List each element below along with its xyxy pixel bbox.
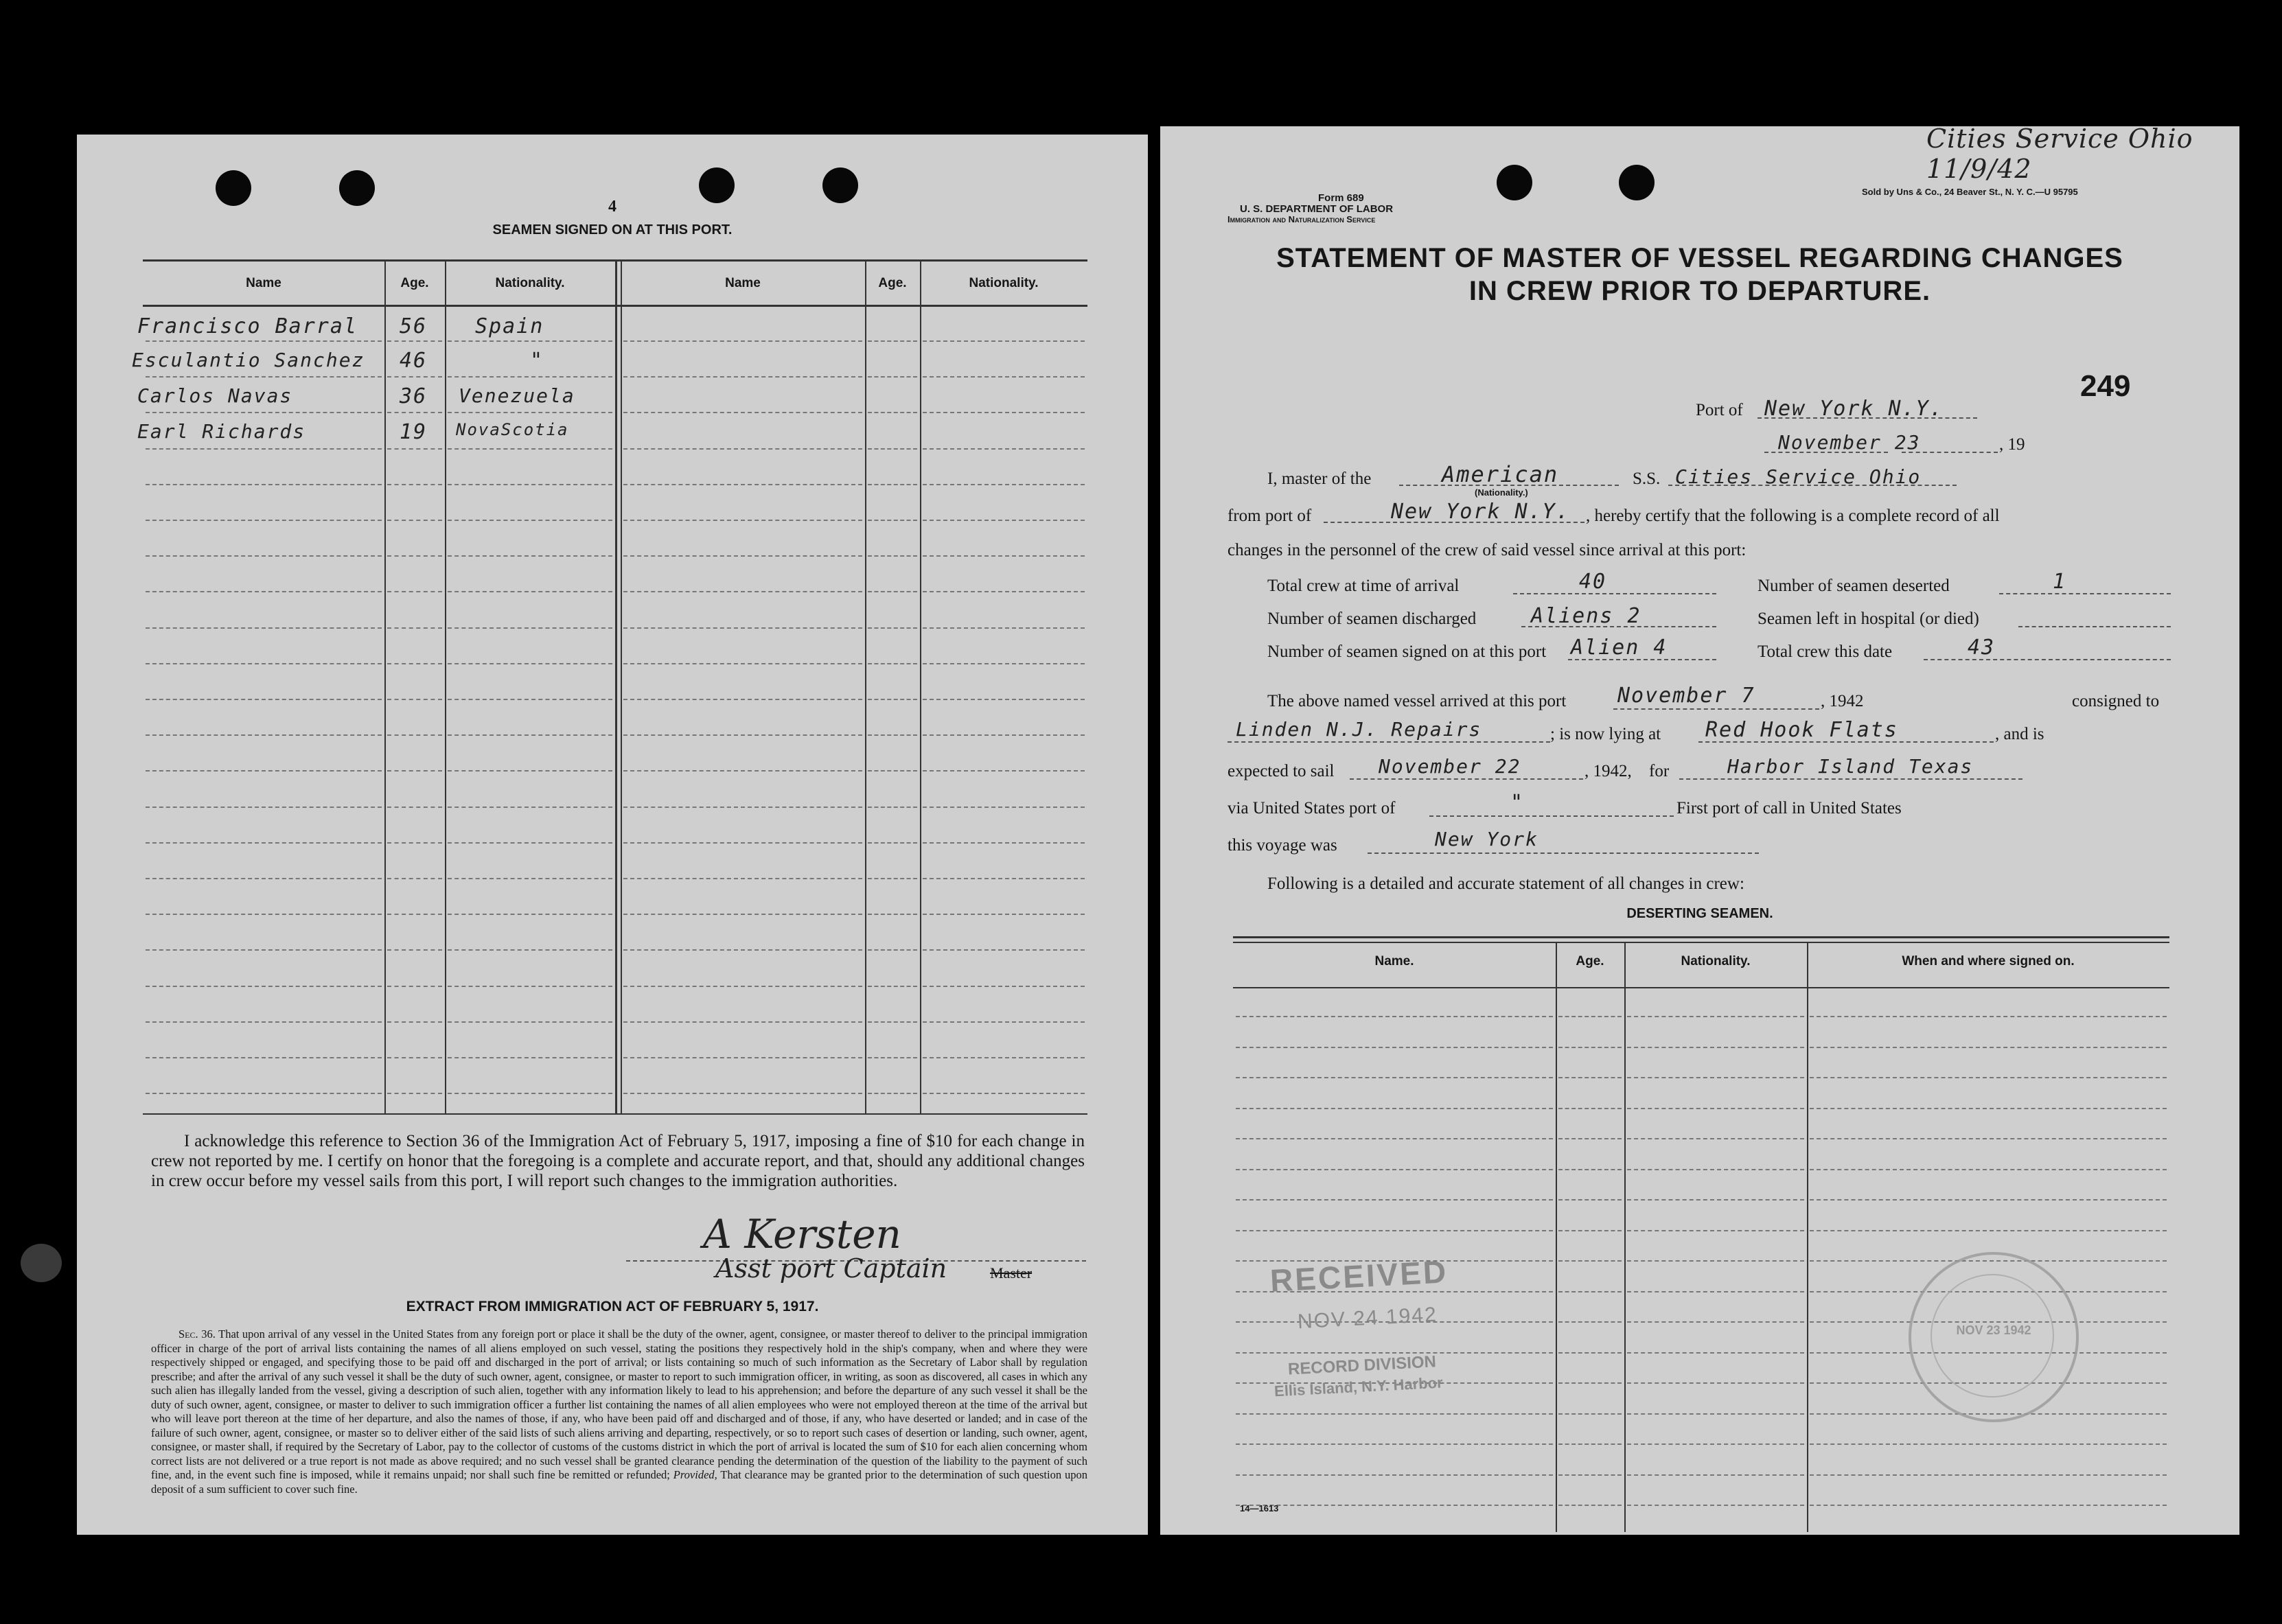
ruled-line (387, 555, 442, 557)
from-port-value: New York N.Y. (1391, 500, 1570, 524)
ruled-line (448, 412, 612, 413)
ruled-line (868, 914, 917, 915)
following-text: Following is a detailed and accurate statement of all changes in crew: (1267, 874, 1744, 893)
document-number: 249 (2080, 369, 2131, 403)
ruled-line (868, 484, 917, 485)
ruled-line (923, 986, 1085, 987)
seaman-name: Francisco Barral (137, 314, 358, 338)
ruled-line (923, 1057, 1085, 1058)
ruled-line (1627, 1505, 1804, 1506)
seamen-signed-on-title: SEAMEN SIGNED ON AT THIS PORT. (492, 222, 733, 237)
ruled-line (868, 555, 917, 557)
ruled-line (868, 412, 917, 413)
ruled-line (146, 734, 382, 736)
ruled-line (923, 1021, 1085, 1023)
ruled-line (387, 340, 442, 342)
voyage-value: New York (1435, 828, 1538, 850)
ruled-line (623, 555, 862, 557)
master-of-label: I, master of the (1267, 469, 1372, 488)
struck-master-label: Master (990, 1264, 1033, 1281)
ruled-line (387, 520, 442, 521)
port-value: New York N.Y. (1764, 397, 1944, 421)
ruled-line (448, 842, 612, 844)
ruled-line (448, 949, 612, 951)
for-label: for (1649, 762, 1670, 780)
ruled-line (923, 807, 1085, 808)
arrived-value: November 7 (1617, 684, 1755, 708)
destination-value: Harbor Island Texas (1727, 755, 1974, 778)
ruled-line (623, 484, 862, 485)
ruled-line (868, 376, 917, 378)
ruled-line (387, 1057, 442, 1058)
ruled-line (448, 520, 612, 521)
ruled-line (923, 949, 1085, 951)
printer-note: Sold by Uns & Co., 24 Beaver St., N. Y. C.—U 95795 (1862, 187, 2078, 197)
ruled-line (923, 520, 1085, 521)
col-header-age-2: Age. (878, 276, 907, 290)
ruled-line (923, 627, 1085, 629)
ruled-line (1810, 1016, 2167, 1017)
ruled-line (146, 878, 382, 879)
ruled-line (623, 1057, 862, 1058)
ruled-line (868, 340, 917, 342)
ruled-line (387, 484, 442, 485)
ruled-line (448, 376, 612, 378)
ruled-line (623, 699, 862, 700)
ruled-line (1810, 1169, 2167, 1170)
ruled-line (868, 949, 917, 951)
ruled-line (1558, 1169, 1622, 1170)
ruled-line (387, 663, 442, 664)
voyage-label: this voyage was (1228, 836, 1337, 855)
ruled-line (1810, 1505, 2167, 1506)
extract-title: EXTRACT FROM IMMIGRATION ACT OF FEBRUARY 5, 1917. (406, 1299, 819, 1314)
ruled-line (623, 770, 862, 772)
ruled-line (868, 591, 917, 592)
ruled-line (623, 520, 862, 521)
consigned-value: Linden N.J. Repairs (1236, 718, 1482, 741)
ruled-line (1236, 1169, 1553, 1170)
ruled-line (923, 878, 1085, 879)
background-mark (21, 1244, 62, 1282)
handwritten-top-note: Cities Service Ohio 11/9/42 (1926, 126, 2193, 184)
ruled-line (146, 986, 382, 987)
ruled-line (146, 376, 382, 378)
ruled-line (1627, 1108, 1804, 1109)
ruled-line (1236, 1413, 1553, 1415)
col-header-nationality: Nationality. (495, 276, 565, 290)
ruled-line (448, 484, 612, 485)
ruled-line (146, 448, 382, 450)
ruled-line (923, 555, 1085, 557)
ruled-line (1810, 1443, 2167, 1445)
total-crew-date-label: Total crew this date (1757, 642, 1893, 661)
ruled-line (1627, 1077, 1804, 1078)
extract-body: That upon arrival of any vessel in the United States from any foreign port or place it shall be the duty of the owner, agent, consignee, or master thereof to deliver to the principal immigration officer in charge of the port of arrival lists containing the names of all aliens employed on such vessel, stating the positions they respectively hold in the ship's company, when and where they were respectively shipped or engaged, and specifying those to be paid off and discharged in the port of arrival; or lists containing so much of such information as the Secretary of Labor shall by regulation prescribe; and after the arrival of any such vessel it shall be the duty of such owner, agent, consignee, or master to report to such immigration officer, in writing, as soon as discovered, all cases in which any such alien has illegally landed from the vessel, giving a description of such alien, together with any information likely to lead to his apprehension; and before the departure of any such vessel it shall be the duty of such owner, agent, consignee, or master to deliver to such immigration officer a further list containing the names of all alien employees who were not employed thereon at the time of the arrival but who will leave port thereon at the time of her departure, and also the names of those, if any, who have been paid off and discharged and of those, if any, who have deserted or landed; and in case of the failure of such owner, agent, consignee, or master so to deliver either of the said lists of such aliens arriving and departing, respectively, or so to report such cases of desertion or landing, such owner, agent, consignee, or master shall, if required by the Secretary of Labor, pay to the collector of customs of the customs district in which the port of arrival is located the sum of $10 for each alien concerning whom correct lists are not delivered or a true report is not made as above required; and no such vessel shall be granted clearance pending the determination of the question of the liability to the payment of such fine, and, in the event such fine is imposed, while it remains unpaid; nor shall such fine be remitted or refunded; (151, 1327, 1087, 1481)
ruled-line (146, 340, 382, 342)
master-signature: A Kersten (703, 1211, 901, 1257)
ruled-line (623, 591, 862, 592)
ruled-line (1627, 1474, 1804, 1476)
deserting-col-age: Age. (1576, 954, 1604, 968)
ruled-line (623, 949, 862, 951)
ruled-line (1236, 1138, 1553, 1139)
ruled-line (1558, 1352, 1622, 1354)
ruled-line (1558, 1108, 1622, 1109)
discharged-label: Number of seamen discharged (1267, 610, 1477, 628)
ruled-line (868, 770, 917, 772)
first-port-label: First port of call in United States (1676, 799, 1902, 817)
ruled-line (146, 520, 382, 521)
vessel-name: Cities Service Ohio (1675, 465, 1922, 488)
ruled-line (1558, 1321, 1622, 1323)
ruled-line (387, 807, 442, 808)
ruled-line (1236, 1108, 1553, 1109)
ruled-line (1236, 1016, 1553, 1017)
ellis-island-stamp: Ellis Island, N.Y. Harbor (1273, 1373, 1444, 1400)
signed-on-label: Number of seamen signed on at this port (1267, 642, 1547, 661)
ruled-line (448, 1057, 612, 1058)
ruled-line (448, 1021, 612, 1023)
hospital-label: Seamen left in hospital (or died) (1757, 610, 1979, 628)
ruled-line (1627, 1260, 1804, 1262)
page-number: 4 (608, 198, 616, 216)
ruled-line (448, 878, 612, 879)
date-value: November 23 (1778, 431, 1921, 454)
signature-title: Asst port Captain (715, 1253, 947, 1284)
year-suffix: , 19 (1999, 435, 2025, 454)
ruled-line (923, 376, 1085, 378)
sail-year: , 1942, (1584, 762, 1632, 780)
ruled-line (1236, 1474, 1553, 1476)
ruled-line (146, 591, 382, 592)
ruled-line (868, 878, 917, 879)
certify-text: , hereby certify that the following is a complete record of all (1586, 507, 2000, 525)
ruled-line (1558, 1016, 1622, 1017)
ruled-line (448, 770, 612, 772)
ruled-line (387, 1021, 442, 1023)
ruled-line (146, 1093, 382, 1094)
ruled-line (623, 340, 862, 342)
ruled-line (448, 986, 612, 987)
ruled-line (448, 448, 612, 450)
ruled-line (146, 770, 382, 772)
ruled-line (146, 1021, 382, 1023)
ruled-line (623, 914, 862, 915)
lying-value: Red Hook Flats (1705, 718, 1898, 742)
ruled-line (923, 842, 1085, 844)
seaman-name: Earl Richards (137, 420, 306, 443)
ruled-line (1236, 1352, 1553, 1354)
ss-label: S.S. (1633, 469, 1661, 488)
ruled-line (1558, 1230, 1622, 1231)
ruled-line (146, 484, 382, 485)
seaman-age: 56 (400, 314, 428, 338)
ruled-line (1236, 1077, 1553, 1078)
changes-text: changes in the personnel of the crew of said vessel since arrival at this port: (1228, 541, 1747, 559)
arrived-year: , 1942 (1821, 692, 1864, 710)
ruled-line (1810, 1230, 2167, 1231)
ruled-line (1627, 1016, 1804, 1017)
ruled-line (1627, 1199, 1804, 1200)
table-row (137, 314, 358, 338)
and-is-text: , and is (1995, 725, 2044, 743)
ruled-line (623, 807, 862, 808)
seaman-nationality: " (530, 349, 544, 373)
ruled-line (448, 340, 612, 342)
ruled-line (623, 412, 862, 413)
ruled-line (1810, 1077, 2167, 1078)
ruled-line (1810, 1138, 2167, 1139)
ruled-line (868, 627, 917, 629)
total-crew-arrival-value: 40 (1579, 570, 1607, 594)
extract-proviso: That clearance may be granted prior to the determination of such question upon deposit of a sum sufficient to cover such fine. (151, 1468, 1088, 1496)
form-number: Form 689 (1318, 192, 1364, 204)
deserting-col-signed-on: When and where signed on. (1902, 954, 2075, 968)
ruled-line (387, 412, 442, 413)
ruled-line (1627, 1443, 1804, 1445)
ruled-line (1627, 1047, 1804, 1048)
ruled-line (623, 376, 862, 378)
ruled-line (448, 1093, 612, 1094)
ruled-line (448, 807, 612, 808)
ruled-line (387, 591, 442, 592)
deserting-col-name: Name. (1374, 954, 1414, 968)
ruled-line (923, 734, 1085, 736)
consigned-label: consigned to (2072, 692, 2160, 710)
deserting-seamen-title: DESERTING SEAMEN. (1626, 906, 1773, 921)
ruled-line (387, 627, 442, 629)
ruled-line (448, 555, 612, 557)
seaman-age: 19 (400, 420, 428, 444)
form-title-line2: IN CREW PRIOR TO DEPARTURE. (1468, 276, 1931, 306)
signed-on-value: Alien 4 (1571, 636, 1668, 660)
lying-label: ; is now lying at (1550, 725, 1661, 743)
round-seal-stamp (1909, 1252, 2079, 1422)
col-header-nationality-2: Nationality. (969, 276, 1039, 290)
ruled-line (448, 734, 612, 736)
ruled-line (923, 412, 1085, 413)
ruled-line (1236, 1443, 1553, 1445)
ruled-line (387, 842, 442, 844)
ruled-line (1558, 1474, 1622, 1476)
total-crew-arrival-label: Total crew at time of arrival (1267, 577, 1460, 595)
seaman-name: Esculantio Sanchez (132, 349, 365, 371)
ruled-line (868, 734, 917, 736)
ruled-line (1558, 1505, 1622, 1506)
ruled-line (868, 986, 917, 987)
ruled-line (146, 627, 382, 629)
ruled-line (1558, 1291, 1622, 1292)
ruled-line (387, 949, 442, 951)
ruled-line (146, 555, 382, 557)
ruled-line (868, 663, 917, 664)
nationality-value: American (1442, 461, 1559, 487)
ruled-line (448, 627, 612, 629)
ruled-line (1810, 1474, 2167, 1476)
ruled-line (1627, 1169, 1804, 1170)
ruled-line (1810, 1199, 2167, 1200)
ruled-line (868, 448, 917, 450)
ruled-line (1558, 1077, 1622, 1078)
ruled-line (1558, 1260, 1622, 1262)
ruled-line (868, 1093, 917, 1094)
ruled-line (387, 986, 442, 987)
via-value: " (1510, 791, 1525, 815)
seaman-nationality: Spain (475, 314, 544, 338)
ruled-line (387, 914, 442, 915)
ruled-line (1627, 1230, 1804, 1231)
ruled-line (146, 699, 382, 700)
ruled-line (623, 1021, 862, 1023)
ruled-line (1627, 1352, 1804, 1354)
ruled-line (923, 699, 1085, 700)
round-seal-date: NOV 23 1942 (1956, 1323, 2031, 1337)
ruled-line (387, 1093, 442, 1094)
punch-hole (1619, 165, 1655, 200)
ruled-line (923, 914, 1085, 915)
received-stamp: RECEIVED (1269, 1253, 1449, 1299)
seaman-age: 36 (400, 384, 428, 408)
from-port-label: from port of (1228, 507, 1312, 525)
sail-label: expected to sail (1228, 762, 1335, 780)
ruled-line (146, 914, 382, 915)
ruled-line (1627, 1382, 1804, 1384)
seaman-name: Carlos Navas (137, 384, 293, 407)
ruled-line (1558, 1413, 1622, 1415)
ruled-line (868, 699, 917, 700)
ruled-line (923, 340, 1085, 342)
ruled-line (868, 520, 917, 521)
ruled-line (623, 627, 862, 629)
nationality-caption: (Nationality.) (1475, 487, 1528, 498)
ruled-line (1236, 1199, 1553, 1200)
extract-proviso-label: Provided, (673, 1468, 717, 1481)
ruled-line (923, 484, 1085, 485)
deserted-label: Number of seamen deserted (1757, 577, 1950, 595)
ruled-line (448, 914, 612, 915)
extract-section-36 (151, 1327, 1087, 1496)
ruled-line (146, 949, 382, 951)
ruled-line (146, 842, 382, 844)
acknowledgment-text: I acknowledge this reference to Section 36 of the Immigration Act of February 5, 1917, imposing a fine of $10 for each change in crew not reported by me. I certify on honor that the foregoing is a complete and accurate report, and that, should any additional changes in crew occur before my vessel sails from this port, I will report such changes to the immigration authorities. (151, 1132, 1085, 1190)
via-label: via United States port of (1228, 799, 1396, 817)
port-label: Port of (1696, 401, 1743, 419)
table-row (132, 349, 365, 371)
ruled-line (923, 663, 1085, 664)
ruled-line (146, 807, 382, 808)
ruled-line (1810, 1047, 2167, 1048)
ruled-line (623, 663, 862, 664)
ruled-line (146, 663, 382, 664)
col-header-age: Age. (400, 276, 429, 290)
ruled-line (1627, 1291, 1804, 1292)
ruled-line (923, 770, 1085, 772)
ruled-line (1627, 1321, 1804, 1323)
col-header-name-2: Name (725, 276, 761, 290)
ruled-line (1627, 1138, 1804, 1139)
ruled-line (868, 1057, 917, 1058)
right-page (1160, 126, 2239, 1535)
ruled-line (1236, 1047, 1553, 1048)
ruled-line (448, 591, 612, 592)
extract-label: Sec. 36. (178, 1327, 216, 1341)
ruled-line (923, 591, 1085, 592)
ruled-line (1236, 1505, 1553, 1506)
form-title-line1: STATEMENT OF MASTER OF VESSEL REGARDING CHANGES (1276, 243, 2123, 273)
ruled-line (623, 448, 862, 450)
ruled-line (1558, 1443, 1622, 1445)
ruled-line (448, 663, 612, 664)
service-name: Immigration and Naturalization Service (1228, 214, 1376, 224)
punch-hole (1497, 165, 1532, 200)
ruled-line (923, 1093, 1085, 1094)
received-stamp-date: NOV 24 1942 (1297, 1303, 1438, 1334)
ruled-line (146, 412, 382, 413)
ruled-line (623, 734, 862, 736)
sail-value: November 22 (1379, 755, 1521, 778)
ruled-line (623, 986, 862, 987)
deserting-col-nationality: Nationality. (1681, 954, 1751, 968)
table-row (137, 384, 292, 407)
seaman-nationality: Venezuela (459, 384, 575, 407)
ruled-line (623, 1093, 862, 1094)
form-code: 14—1613 (1240, 1503, 1279, 1513)
ruled-line (387, 770, 442, 772)
ruled-line (1558, 1199, 1622, 1200)
ruled-line (1810, 1108, 2167, 1109)
table-row (137, 420, 306, 443)
seaman-nationality: NovaScotia (456, 420, 569, 439)
ruled-line (623, 842, 862, 844)
ruled-line (1236, 1230, 1553, 1231)
arrived-label: The above named vessel arrived at this port (1267, 692, 1567, 710)
ruled-line (1558, 1382, 1622, 1384)
col-header-name: Name (246, 276, 281, 290)
department: U. S. DEPARTMENT OF LABOR (1240, 203, 1394, 215)
ruled-line (387, 448, 442, 450)
deserted-value: 1 (2053, 570, 2067, 594)
record-division-stamp: RECORD DIVISION (1287, 1352, 1437, 1379)
ruled-line (1627, 1413, 1804, 1415)
ruled-line (868, 1021, 917, 1023)
ruled-line (448, 699, 612, 700)
ruled-line (923, 448, 1085, 450)
ruled-line (387, 699, 442, 700)
ruled-line (623, 878, 862, 879)
ruled-line (387, 878, 442, 879)
discharged-value: Aliens 2 (1531, 604, 1641, 628)
left-page (77, 135, 1148, 1535)
ruled-line (387, 734, 442, 736)
ruled-line (387, 376, 442, 378)
ruled-line (868, 842, 917, 844)
ruled-line (1558, 1138, 1622, 1139)
ruled-line (1558, 1047, 1622, 1048)
seaman-age: 46 (400, 349, 428, 373)
total-crew-date-value: 43 (1968, 636, 1996, 660)
ruled-line (146, 1057, 382, 1058)
ruled-line (868, 807, 917, 808)
